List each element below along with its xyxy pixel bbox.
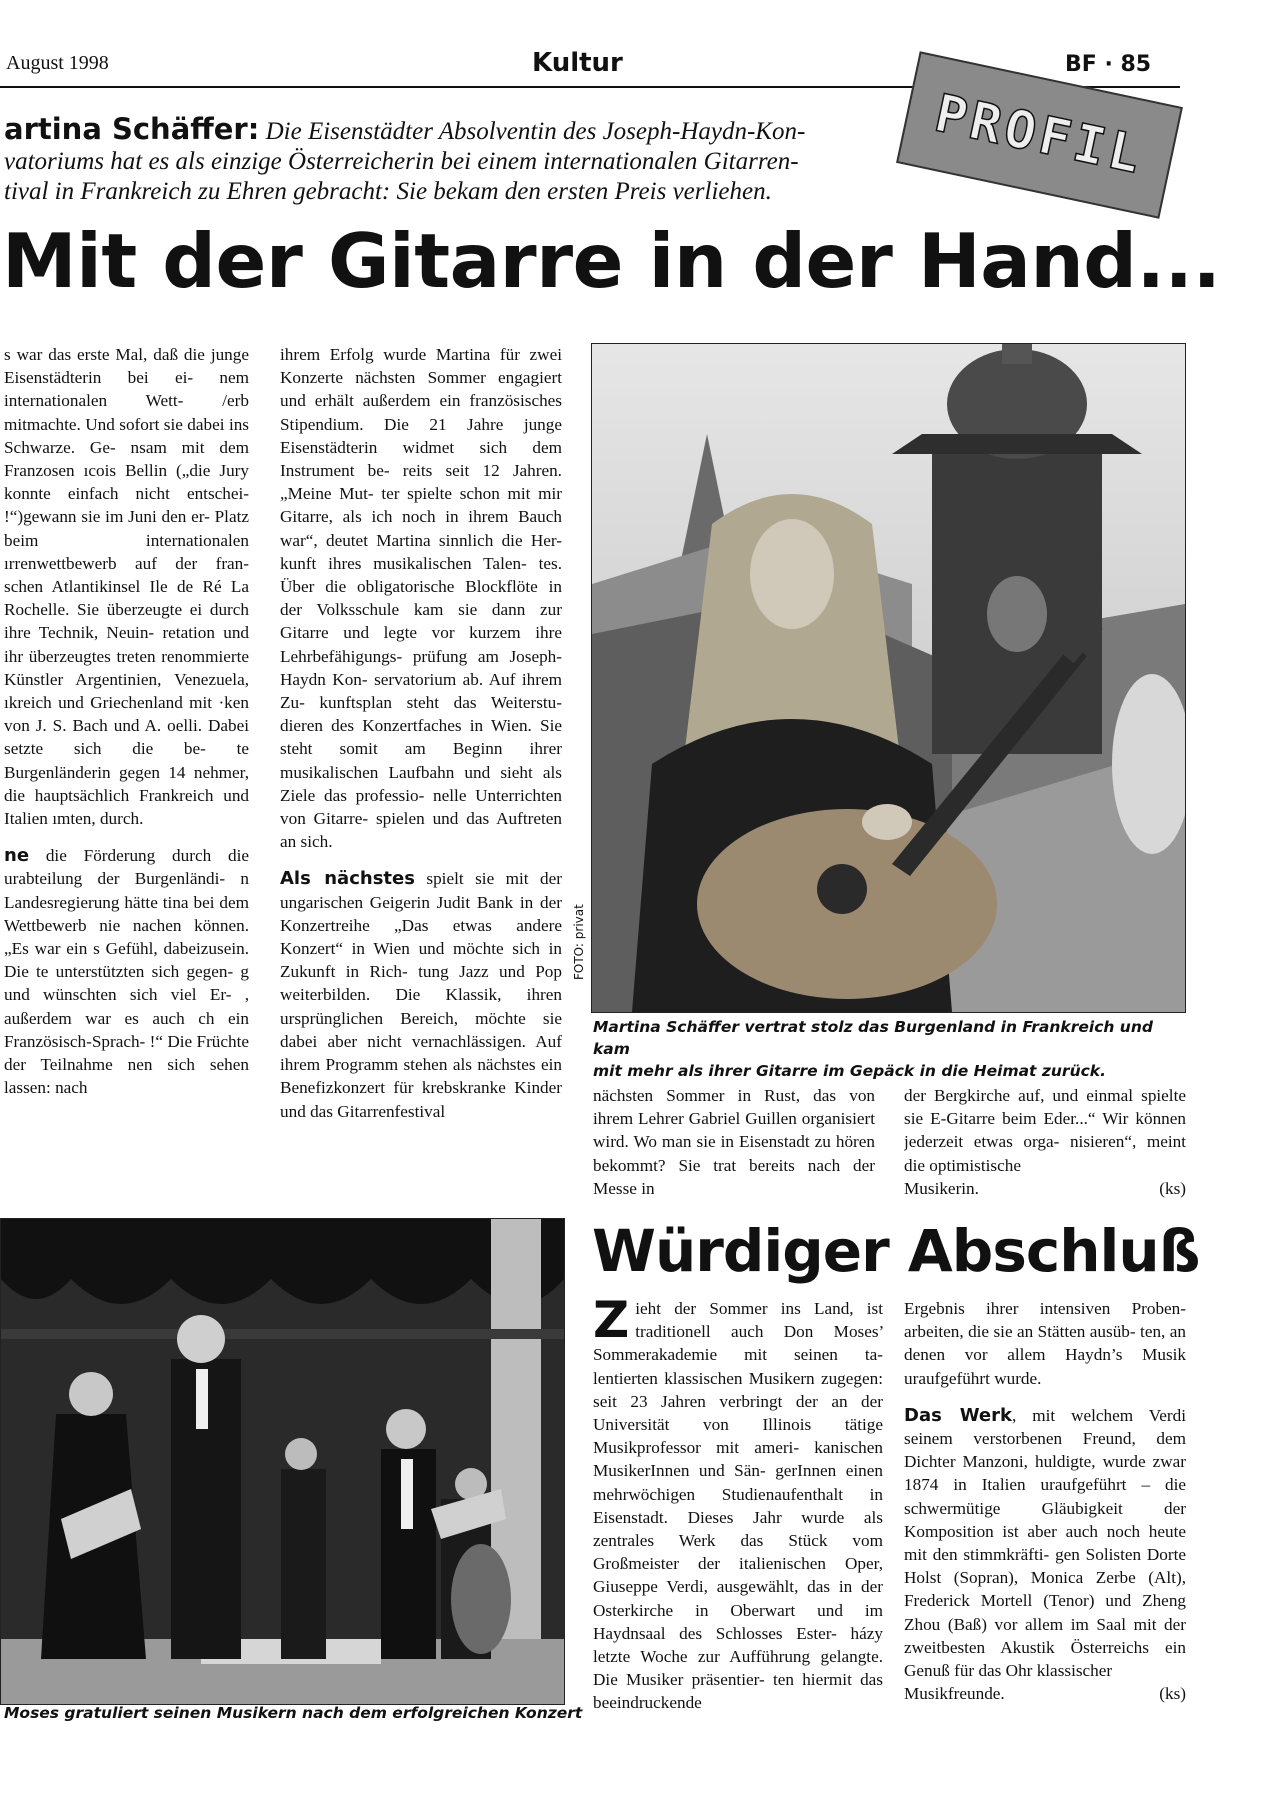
article1-column-1 xyxy=(4,343,249,1188)
text-line: ·ken von J. S. Bach und A. xyxy=(4,693,249,736)
text-line: Musik uraufgeführt wurde. xyxy=(904,1345,1186,1388)
text-line: nächsten Sommer in Rust, das xyxy=(593,1086,850,1105)
text-line: La Rochelle. Sie überzeugte xyxy=(4,577,249,620)
text-line: von ihrem Lehrer Gabriel Guillen xyxy=(593,1086,875,1129)
concert-photo xyxy=(0,1218,565,1705)
text-line: tina bei dem Wettbewerb nie xyxy=(4,892,249,935)
text-line: Wien. Sie steht somit am Beginn xyxy=(280,716,562,759)
text-line: ihrem Erfolg wurde Martina für xyxy=(280,345,530,364)
text-line: Dieses Jahr wurde als zentrales xyxy=(593,1507,883,1551)
text-line: seinem verstorbenen Freund, dem xyxy=(904,1429,1186,1449)
article1-col1-lead: ne xyxy=(4,845,30,867)
article1-col2-para1 xyxy=(280,343,562,853)
text-line: Monica Zerbe (Alt), Frederick xyxy=(904,1568,1186,1611)
text-line: gelangte. Die Musiker präsentier- xyxy=(593,1647,883,1690)
text-line: Studienaufenthalt in Eisenstadt. xyxy=(593,1484,883,1527)
text-line: Sie trat bereits nach der Messe in xyxy=(593,1155,875,1198)
text-line: sie dann zur Gitarre und legte vor xyxy=(280,600,562,643)
text-line: noch heute mit den stimmkräfti- xyxy=(904,1521,1186,1565)
text-line: als ich noch in ihrem Bauch war“, xyxy=(280,507,562,550)
text-line: Verdi, ausgewählt, das in der xyxy=(666,1577,883,1597)
text-line: 21 Jahre junge Eisenstädterin xyxy=(280,414,562,457)
guitarist-photo xyxy=(591,343,1186,1013)
text-line: tung Jazz und Pop weiterbilden. xyxy=(280,962,562,1005)
text-line: Ergebnis ihrer intensiven Proben- xyxy=(904,1299,1186,1318)
text-line: te unterstützten sich gegen- xyxy=(36,962,241,982)
article1-col2-lead: Als nächstes xyxy=(280,868,415,890)
text-line: nen sich sehen lassen: nach xyxy=(4,1055,249,1098)
text-line: die Förderung durch die xyxy=(29,846,249,866)
text-line: Bereich, möchte sie dabei aber xyxy=(280,1008,562,1051)
article2-col2-lead: Das Werk xyxy=(904,1404,1012,1426)
photo-credit: FOTO: privat xyxy=(572,904,586,980)
article1-col3-text xyxy=(593,1084,875,1200)
text-line: s Gefühl, dabeizusein. Die xyxy=(4,939,249,982)
text-line: der an der Universität von Illinois xyxy=(593,1391,883,1435)
text-line: Haydnsaal des Schlosses Ester- xyxy=(593,1623,851,1643)
text-line: , mit welchem Verdi xyxy=(1012,1405,1186,1425)
text-line: Kinder und das Gitarrenfestival xyxy=(280,1078,562,1121)
text-line: zweitbesten Akustik Österreichs xyxy=(904,1637,1165,1657)
article2-col1-first xyxy=(593,1297,883,1715)
text-line: kanischen MusikerInnen und Sän- xyxy=(593,1438,883,1481)
text-line: , außerdem war es auch xyxy=(4,985,249,1028)
text-line: junge Eisenstädterin bei ei- xyxy=(4,345,249,388)
text-line: sie dabei ins Schwarze. Ge- xyxy=(4,414,249,457)
intro-line-3: tival in Frankreich zu Ehren gebracht: Sie bekam den ersten Preis verliehen. xyxy=(4,178,772,205)
text-line: nachen können. „Es war ein xyxy=(4,915,249,959)
article1-col4-text xyxy=(904,1084,1186,1177)
text-line: möchte sich in Zukunft in Rich- xyxy=(280,939,562,982)
text-line: ein Genuß für das Ohr klassischer xyxy=(904,1637,1186,1681)
text-line: urabteilung der Burgenländi- xyxy=(4,869,241,889)
guitarist-caption-line-1: Martina Schäffer vertrat stolz das Burgenland in Frankreich und kam xyxy=(593,1018,1153,1058)
text-line: engagiert und erhält außerdem xyxy=(280,368,562,411)
text-line: ıkreich und Griechenland mit xyxy=(4,693,219,713)
text-line: ei durch ihre Technik, Neuin- xyxy=(4,600,249,643)
text-line: ch ein Französisch-Sprach- xyxy=(4,1008,249,1051)
text-line: Platz beim internationalen xyxy=(4,507,249,550)
text-line: deutet Martina sinnlich die Her- xyxy=(325,530,562,550)
text-line: ten hiermit das beeindruckende xyxy=(593,1670,883,1713)
article2-col2-para2 xyxy=(904,1404,1186,1682)
text-line: Frankreich und Italien xyxy=(4,785,249,829)
text-line: reits seit 12 Jahren. „Meine Mut- xyxy=(280,461,562,504)
text-line: spielt sie mit der xyxy=(414,869,562,889)
text-line: schen Atlantikinsel Ile de Ré xyxy=(4,577,231,597)
text-line: retation und ihr überzeugtes xyxy=(4,623,249,666)
text-line: kunftsplan steht das Weiterstu- xyxy=(319,693,562,713)
text-line: Sommerakademie mit seinen ta- xyxy=(593,1345,883,1365)
text-line: házy letzte Woche zur Aufführung xyxy=(593,1623,883,1667)
issue-date: August 1998 xyxy=(6,52,109,74)
text-line: andere Konzert“ in Wien und xyxy=(280,915,562,959)
text-line: ungarischen Geigerin Judit Bank xyxy=(280,892,520,912)
text-line: s war das erste Mal, daß die xyxy=(4,345,211,364)
text-line: lentierten klassischen Musikern xyxy=(593,1368,821,1388)
article2-col1-first-line-1: ieht der Sommer ins Land, ist xyxy=(635,1299,883,1318)
article1-last-line: Musikerin. xyxy=(904,1178,979,1198)
text-line: Wir können jederzeit etwas orga- xyxy=(904,1109,1186,1152)
article1-col1-para1 xyxy=(4,343,249,830)
guitarist-photo-art xyxy=(592,344,1185,1012)
text-line: spielte sie E-Gitarre beim Eder...“ xyxy=(904,1086,1186,1129)
text-line: nisieren“, meint die optimistische xyxy=(904,1132,1186,1175)
article2-column-2 xyxy=(904,1297,1186,1757)
intro-line-2: vatoriums hat es als einzige Österreicherin bei einem internationalen Gitarren- xyxy=(4,148,799,175)
text-line: servatorium ab. Auf ihrem Zu- xyxy=(280,669,562,713)
text-line: !“ Die Früchte der Teilnahme xyxy=(4,1031,249,1075)
text-line: nehmer, die hauptsächlich xyxy=(4,762,249,805)
text-line: ihrer musikalischen Laufbahn xyxy=(280,739,562,782)
text-line: Osterkirche in Oberwart und im xyxy=(593,1600,883,1620)
text-line: nem internationalen Wett- xyxy=(4,368,249,411)
text-line: widmet sich dem Instrument be- xyxy=(280,437,562,481)
text-line: dieren des Konzertfaches in xyxy=(280,716,491,736)
concert-photo-art xyxy=(1,1219,564,1704)
article2-column-1 xyxy=(593,1297,883,1757)
article1-col2-para2 xyxy=(280,867,562,1122)
guitarist-caption-line-2: mit mehr als ihrer Gitarre im Gepäck in die Heimat zurück. xyxy=(593,1062,1106,1080)
text-line: ırrenwettbewerb auf der fran- xyxy=(4,553,249,573)
text-line: tätige Musikprofessor mit ameri- xyxy=(593,1415,883,1458)
text-line: nelle Unterrichten von Gitarre- xyxy=(280,785,562,829)
text-line: Dichter Manzoni, huldigte, wurde xyxy=(904,1452,1153,1472)
article1-column-2 xyxy=(280,343,562,1188)
text-line: in der Konzertreihe „Das etwas xyxy=(280,892,562,935)
guitarist-photo-caption xyxy=(593,1016,1193,1082)
text-line: tes. Über die obligatorische xyxy=(280,553,562,597)
text-line: zwar 1874 in Italien uraufgeführt xyxy=(904,1452,1186,1495)
text-line: ter spielte schon mit mir Gitarre, xyxy=(280,484,562,527)
text-line: g und wünschten sich viel Er- xyxy=(4,962,249,1005)
article1-column-4 xyxy=(904,1084,1186,1204)
text-line: der italienischen Oper, Giuseppe xyxy=(593,1554,883,1597)
text-line: ein französisches Stipendium. Die xyxy=(280,391,562,434)
text-line: einfach nicht entschei- xyxy=(67,484,249,504)
text-line: te Burgenländerin gegen 14 xyxy=(4,739,249,782)
text-line: Mortell (Tenor) und Zheng Zhou xyxy=(904,1591,1186,1634)
section-title: Kultur xyxy=(532,48,623,78)
page-number: BF · 85 xyxy=(1065,52,1152,77)
article2-signature: (ks) xyxy=(1159,1684,1186,1704)
text-line: treten renommierte Künstler xyxy=(4,646,249,689)
article1-col1-para2 xyxy=(4,844,249,1099)
article2-col2-para1 xyxy=(904,1297,1186,1390)
text-line: n Landesregierung hätte xyxy=(4,869,249,912)
text-line: und sieht als Ziele das professio- xyxy=(280,762,562,805)
intro-name: artina Schäffer: xyxy=(4,112,260,146)
text-line: Blockflöte in der Volksschule kam xyxy=(280,577,562,620)
text-line: Eisenstadt zu hören bekommt? xyxy=(593,1132,875,1175)
text-line: kurzem ihre Lehrbefähigungs- xyxy=(280,623,562,666)
text-line: (Baß) vor allem im Saal mit der xyxy=(947,1614,1186,1634)
text-line: Argentinien, Venezuela, xyxy=(75,669,249,689)
article2-col1-first-line-2: traditionell auch Don Moses’ xyxy=(635,1322,883,1342)
text-line: /erb mitmachte. Und sofort xyxy=(4,391,249,434)
text-line: oelli. Dabei setzte sich die be- xyxy=(4,716,249,759)
text-line: gen Solisten Dorte Holst (Sopran), xyxy=(904,1545,1186,1588)
text-line: prüfung am Joseph-Haydn Kon- xyxy=(280,646,562,689)
text-line: nicht vernachlässigen. Auf ihrem xyxy=(280,1031,562,1075)
concert-photo-caption: Moses gratuliert seinen Musikern nach dem erfolgreichen Konzert xyxy=(4,1704,583,1722)
intro-line-1: Die Eisenstädter Absolventin des Joseph-Haydn-Kon- xyxy=(265,118,806,145)
article2-last-line: Musikfreunde. xyxy=(904,1684,1005,1704)
article1-column-3 xyxy=(593,1084,875,1204)
article1-signature: (ks) xyxy=(1159,1178,1186,1198)
text-line: kunft ihres musikalischen Talen- xyxy=(280,553,539,573)
text-line: ten, an denen vor allem Haydn’s xyxy=(904,1322,1186,1365)
article2-headline: Würdiger Abschluß xyxy=(592,1217,1200,1285)
text-line: Programm stehen als nächstes ein xyxy=(325,1055,562,1075)
text-line: ımten, durch. xyxy=(52,809,144,829)
text-line: nsam mit dem Franzosen xyxy=(4,437,249,481)
text-line: zwei Konzerte nächsten Sommer xyxy=(280,345,562,388)
text-line: Benefizkonzert für krebskranke xyxy=(280,1078,515,1098)
article2-dropcap: Z xyxy=(593,1297,630,1349)
text-line: – die schwermütige Gläubigkeit xyxy=(904,1475,1186,1518)
text-line: ıcois Bellin („die Jury konnte xyxy=(4,461,249,504)
text-line: organisiert wird. Wo man sie in xyxy=(593,1109,875,1152)
text-line: zugegen: seit 23 Jahren verbringt xyxy=(593,1368,883,1411)
text-line: arbeiten, die sie an Stätten ausüb- xyxy=(904,1322,1141,1342)
text-line: der Komposition ist aber auch xyxy=(904,1498,1186,1541)
text-line: Werk das Stück vom Großmeister xyxy=(593,1531,883,1574)
text-line: gerInnen einen mehrwöchigen xyxy=(593,1461,883,1504)
profil-stamp-label: PROFIL xyxy=(929,83,1150,187)
main-headline: Mit der Gitarre in der Hand... xyxy=(2,217,1221,305)
intro xyxy=(4,114,884,207)
text-line: der Bergkirche auf, und einmal xyxy=(904,1086,1142,1105)
text-line: spielen und das Auftreten an sich. xyxy=(280,809,562,852)
text-line: Die Klassik, ihren ursprünglichen xyxy=(280,985,562,1028)
text-line: !“)gewann sie im Juni den er- xyxy=(4,507,215,527)
